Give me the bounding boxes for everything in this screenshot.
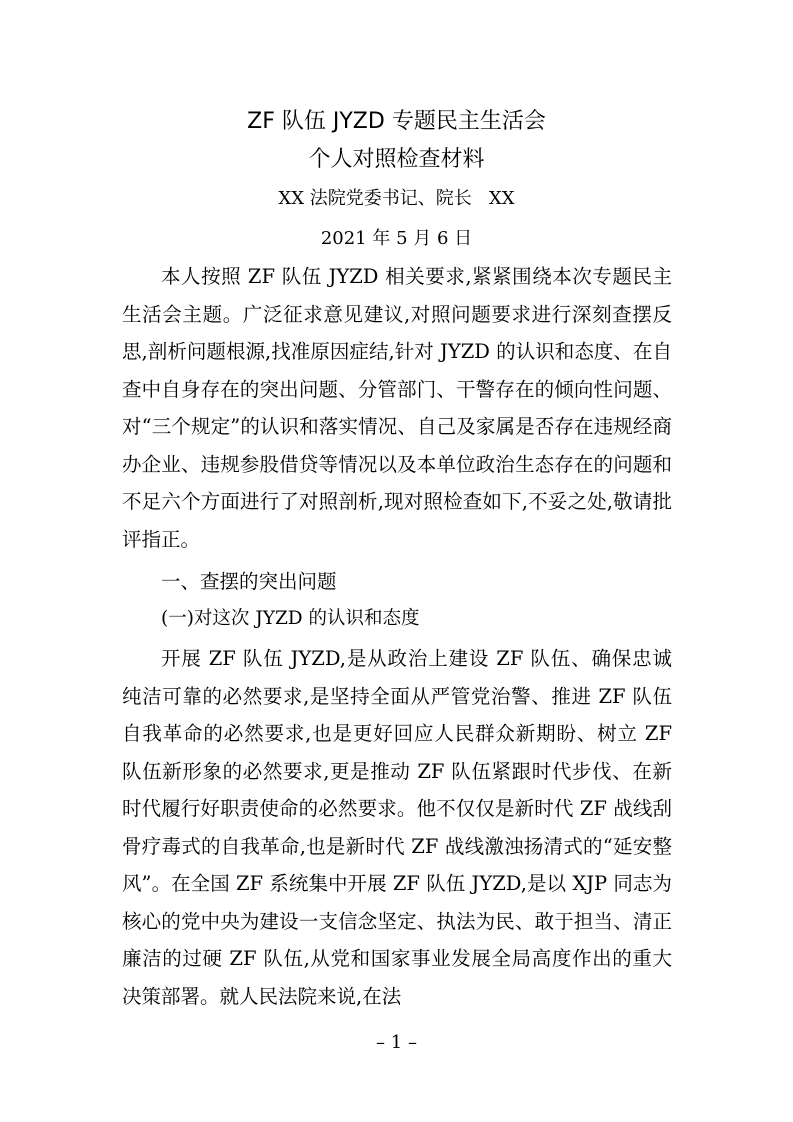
subsection-heading: (一)对这次 JYZD 的认识和态度	[161, 608, 420, 629]
section-heading: 一、查摆的突出问题	[161, 570, 337, 593]
body-paragraph: 开展 ZF 队伍 JYZD,是从政治上建设 ZF 队伍、确保忠诚纯洁可靠的必然要求,是坚持全面从严管党治警、推进 ZF 队伍自我革命的必然要求,也是更好回应人民群众新期盼、树立 ZF 队伍新形象的必然要求,更是推动 ZF 队伍紧跟时代步伐、在新时代履行好职责使命的必然要求。他不仅仅是新时代 ZF 战线刮骨疗毒式的自我革命,也是新时代 ZF 战线激浊扬清式的“延安整风”。在全国 ZF 系统集中开展 ZF 队伍 JYZD,是以 XJP 同志为核心的党中央为建设一支信念坚定、执法为民、敢于担当、清正廉洁的过硬 ZF 队伍,从党和国家事业发展全局高度作出的重大决策部署。就人民法院来说,在法	[122, 647, 672, 1008]
page-number: – 1 –	[376, 1032, 417, 1053]
author-line: XX 法院党委书记、院长 XX	[278, 188, 515, 209]
document-date: 2021 年 5 月 6 日	[320, 228, 473, 249]
document-title-line2: 个人对照检查材料	[308, 147, 485, 172]
intro-paragraph: 本人按照 ZF 队伍 JYZD 相关要求,紧紧围绕本次专题民主生活会主题。广泛征求意见建议,对照问题要求进行深刻查摆反思,剖析问题根源,找准原因症结,针对 JYZD 的认识和态度、在自查中自身存在的突出问题、分管部门、干警存在的倾向性问题、对“三个规定”的认识和落实情况、自己及家属是否存在违规经商办企业、违规参股借贷等情况以及本单位政治生态存在的问题和不足六个方面进行了对照剖析,现对照检查如下,不妥之处,敬请批评指正。	[122, 265, 672, 551]
document-title-line1: ZF 队伍 JYZD 专题民主生活会	[247, 109, 546, 134]
